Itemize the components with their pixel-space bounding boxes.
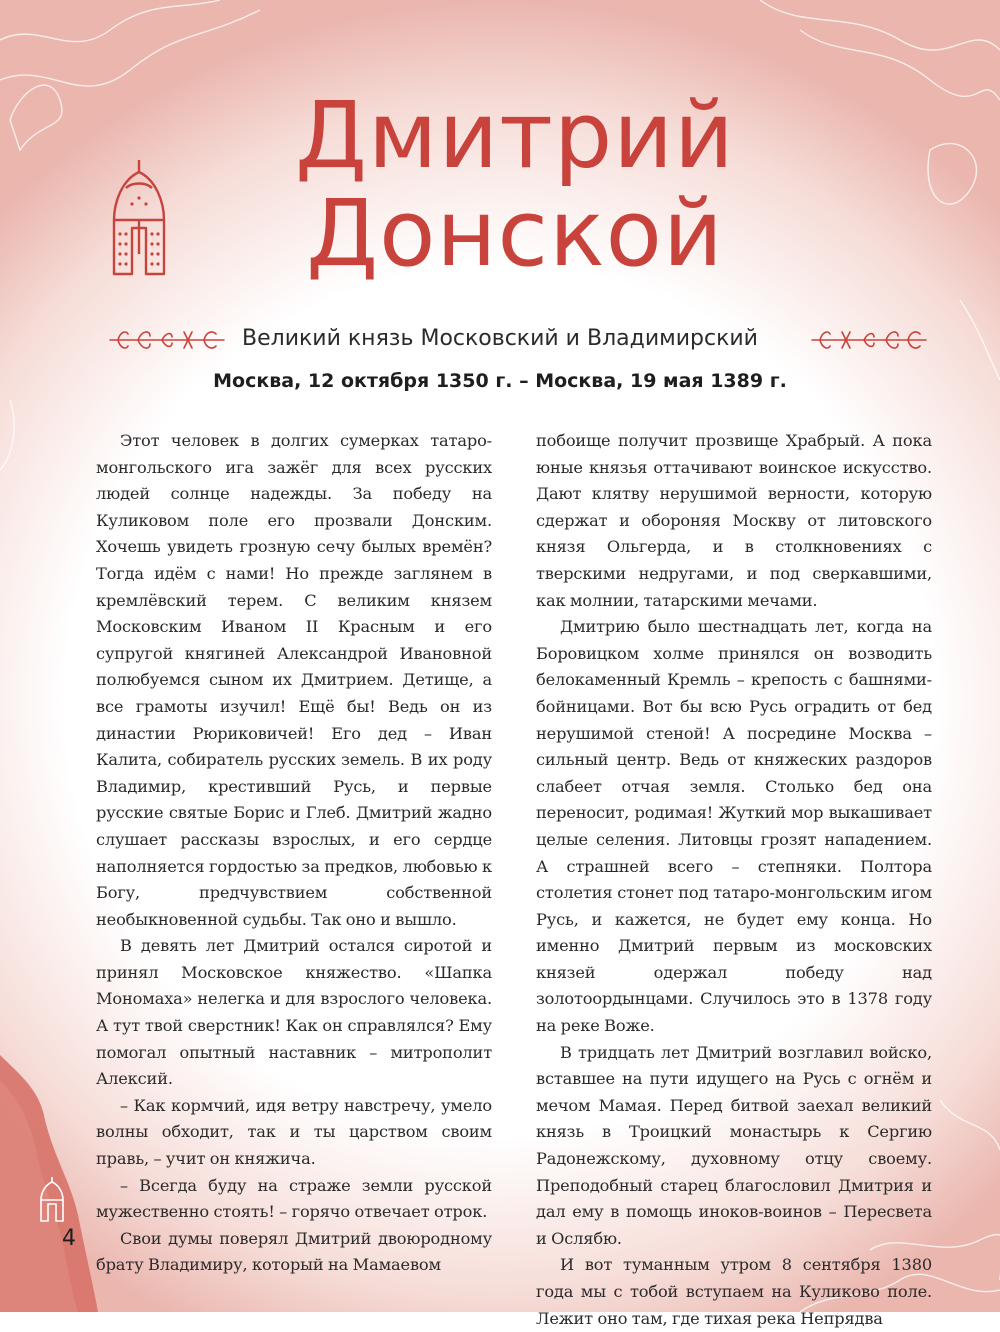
life-dates: Москва, 12 октября 1350 г. – Москва, 19 мая 1389 г.	[213, 370, 787, 392]
text-column-right	[536, 428, 932, 1332]
page-title-line2: Донской	[306, 180, 724, 287]
paragraph: побоище получит прозвище Храбрый. А пока юные князья оттачивают воинское искусство. Дают клятву нерушимой верности, которую сдержат и обороняя Москву от литовского князя Ольгерда, и в столкновениях с тверскими недругами, и под сверкавшими, как молнии, татарскими мечами.	[536, 431, 932, 610]
paragraph: – Как кормчий, идя ветру навстречу, умело волны обходит, так и ты царством своим правь, – учит он княжича.	[96, 1095, 492, 1169]
page-number: 4	[62, 1226, 76, 1251]
paragraph: В девять лет Дмитрий остался сиротой и принял Московское княжество. «Шапка Мономаха» нелегка и для взрослого человека. А тут твой сверстник! Как он справлялся? Ему помогал опытный наставник – митрополит Алексий.	[96, 936, 492, 1089]
subtitle: Великий князь Московский и Владимирский	[242, 326, 758, 351]
paragraph: Дмитрию было шестнадцать лет, когда на Боровицком холме принялся он возводить белокаменный Кремль – крепость с башнями-бойницами. Вот бы всю Русь оградить от бед нерушимой стеной! А посредине Москва – сильный центр. Ведь от княжеских раздоров слабеет отчая земля. Столько бед она переносит, родимая! Жуткий мор выкашивает целые селения. Литовцы грозят нападением. А страшней всего – степняки. Полтора столетия стонет под татаро-монгольским игом Русь, и кажется, не будет ему конца. Но именно Дмитрий первым из московских князей одержал победу над золотоордынцами. Случилось это в 1378 году на реке Воже.	[536, 617, 932, 1036]
helmet-icon	[38, 1176, 66, 1224]
paragraph: В тридцать лет Дмитрий возглавил войско, вставшее на пути идущего на Русь с огнём и мечом Мамая. Перед битвой заехал великий князь в Троицкий монастырь к Сергию Радонежскому, духовному отцу своему. Преподобный старец благословил Дмитрия и дал ему в помощь иноков-воинов – Пересвета и Ослябю.	[536, 1042, 932, 1248]
page-title-line1: Дмитрий	[295, 82, 735, 189]
paragraph: И вот туманным утром 8 сентября 1380 года мы с тобой вступаем на Куликово поле. Лежит оно там, где тихая река Непрядва	[536, 1255, 932, 1328]
paragraph: – Всегда буду на страже земли русской мужественно стоять! – горячо отвечает отрок.	[96, 1175, 492, 1222]
floral-ornament-icon	[810, 322, 928, 358]
paragraph: Этот человек в долгих сумерках татаро-монгольского ига зажёг для всех русских людей солнце надежды. За победу на Куликовом поле его прозвали Донским. Хочешь увидеть грозную сечу былых времён? Тогда идём с нами! Но прежде заглянем в кремлёвский терем. С великим князем Московским Иваном II Красным и его супругой княгиней Александрой Ивановной полюбуемся сыном их Дмитрием. Детище, а все грамоты изучил! Ещё бы! Ведь он из династии Рюриковичей! Его дед – Иван Калита, собиратель русских земель. В их роду Владимир, крестивший Русь, и первые русские святые Борис и Глеб. Дмитрий жадно слушает рассказы взрослых, и его сердце наполняется гордостью за предков, любовью к Богу, предчувствием собственной необыкновенной судьбы. Так оно и вышло.	[96, 431, 492, 929]
text-column-left	[96, 428, 492, 1279]
paragraph: Свои думы поверял Дмитрий двоюродному брату Владимиру, который на Мамаевом	[96, 1228, 492, 1275]
